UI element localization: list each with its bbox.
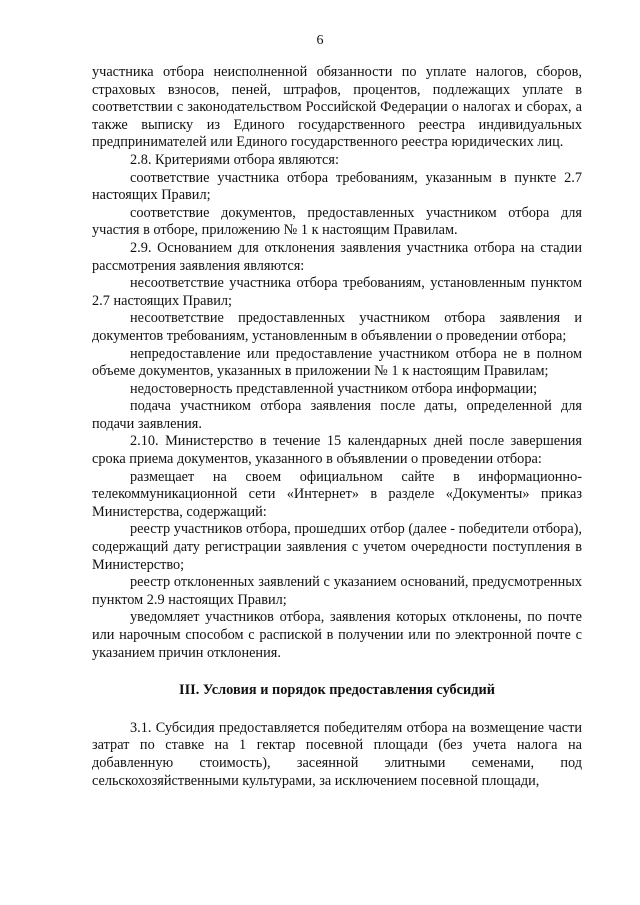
paragraph-criterion-1: соответствие участника отбора требованиям, указанным в пункте 2.7 настоящих Правил; [92,169,582,204]
paragraph-criterion-2: соответствие документов, предоставленных участником отбора для участия в отборе, приложению № 1 к настоящим Правилам. [92,204,582,239]
paragraph-rejection-4: недостоверность представленной участником отбора информации; [130,380,538,397]
page-number: 6 [316,33,324,48]
paragraph-rejection-3: непредоставление или предоставление участником отбора не в полном объеме документов, указанных в приложении № 1 к настоящим Правилам; [92,345,582,380]
paragraph-continuation: участника отбора неисполненной обязанности по уплате налогов, сборов, страховых взносов, пеней, штрафов, процентов, подлежащих уплате в соответствии с законодательством Российской Федерации о налогах и сборах, а также выписку из Единого государственного реестра индивидуальных предпринимателей или Единого государственного реестра юридических лиц. [92,64,582,151]
paragraph-2-9: 2.9. Основанием для отклонения заявления участника отбора на стадии рассмотрения заявления являются: [92,239,582,274]
paragraph-3-1: 3.1. Субсидия предоставляется победителям отбора на возмещение части затрат по ставке на 1 гектар посевной площади (без учета налога на добавленную стоимость), засеянной элитными семенами, под сельскохозяйственными культурами, за исключением посевной площади, [92,719,582,789]
document-body [92,64,582,790]
paragraph-rejection-1: несоответствие участника отбора требованиям, установленным пунктом 2.7 настоящих Правил; [92,275,582,309]
paragraph-2-8: 2.8. Критериями отбора являются: [130,151,339,168]
paragraph-registry-rejected: реестр отклоненных заявлений с указанием оснований, предусмотренных пунктом 2.9 настоящих Правил; [92,574,582,608]
paragraph-2-10: 2.10. Министерство в течение 15 календарных дней после завершения срока приема документов, указанного в объявлении о проведении отбора: [92,433,582,468]
paragraph-rejection-5: подача участником отбора заявления после даты, определенной для подачи заявления. [92,398,582,432]
paragraph-rejection-2: несоответствие предоставленных участником отбора заявления и документов требованиям, установленным в объявлении о проведении отбора; [92,310,582,344]
paragraph-notify: уведомляет участников отбора, заявления которых отклонены, по почте или нарочным способом с распиской в получении или по электронной почте с указанием причин отклонения. [92,609,582,661]
paragraph-registry-winners: реестр участников отбора, прошедших отбор (далее - победители отбора), содержащий дату регистрации заявления с учетом очередности поступления в Министерство; [92,521,582,573]
section-heading: III. Условия и порядок предоставления субсидий [179,682,495,699]
paragraph-publish: размещает на своем официальном сайте в информационно-телекоммуникационной сети «Интернет» в разделе «Документы» приказ Министерства, содержащий: [92,468,582,520]
